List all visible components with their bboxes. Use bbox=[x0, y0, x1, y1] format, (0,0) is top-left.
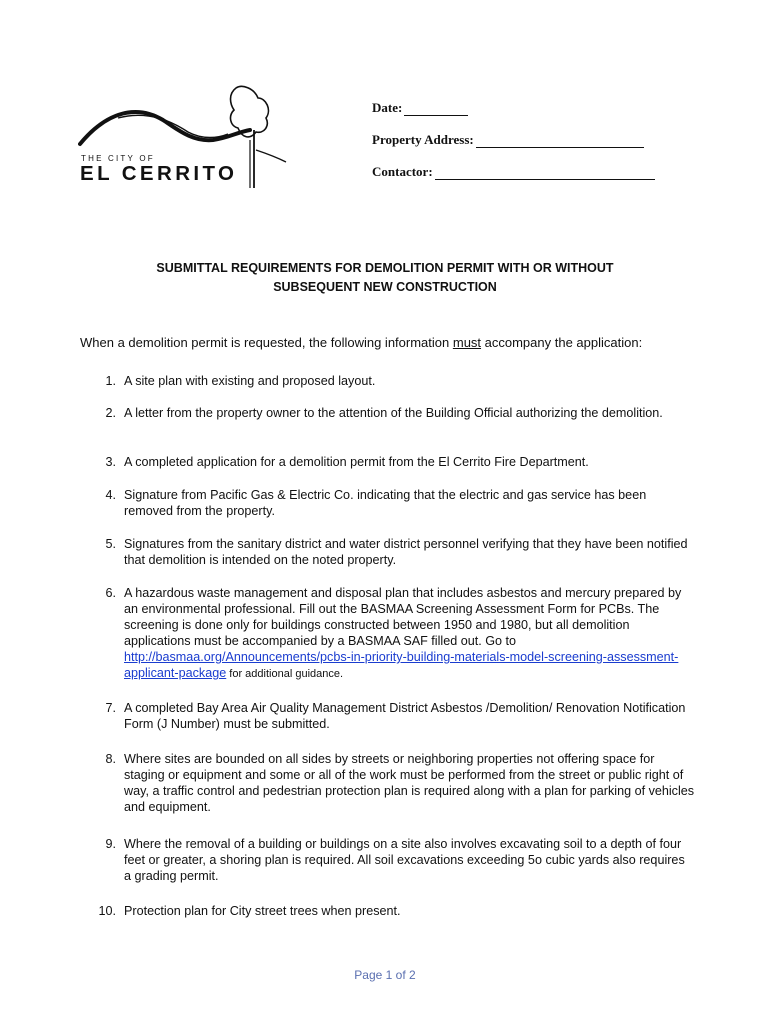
list-item bbox=[80, 487, 695, 519]
item-text: Signature from Pacific Gas & Electric Co. indicating that the electric and gas service has been removed from the property. bbox=[124, 488, 647, 518]
contactor-blank[interactable] bbox=[435, 167, 655, 180]
title-line-1: SUBMITTAL REQUIREMENTS FOR DEMOLITION PERMIT WITH OR WITHOUT bbox=[156, 261, 614, 275]
item-number: 8. bbox=[105, 752, 116, 766]
item-text bbox=[124, 585, 695, 682]
item-number: 5. bbox=[105, 537, 116, 551]
list-item bbox=[80, 700, 695, 732]
property-address-label: Property Address: bbox=[372, 132, 474, 147]
item-number: 2. bbox=[105, 406, 116, 420]
title-line-2: SUBSEQUENT NEW CONSTRUCTION bbox=[273, 280, 497, 294]
item-number: 3. bbox=[105, 455, 116, 469]
item-text: Signatures from the sanitary district and water district personnel verifying that they have been notified that demolition is intended on the noted property. bbox=[124, 537, 688, 567]
item-number: 7. bbox=[105, 701, 116, 715]
intro-emphasis: must bbox=[452, 335, 482, 350]
list-item bbox=[80, 373, 695, 389]
item-text: Where the removal of a building or buildings on a site also involves excavating soil to a depth of four feet or greater, a shoring plan is required. All soil excavations exceeding 5o cubic yards also requires a grading permit. bbox=[124, 837, 685, 883]
item-number: 9. bbox=[105, 837, 116, 851]
item-number: 4. bbox=[105, 488, 116, 502]
date-field[interactable] bbox=[372, 100, 468, 116]
date-blank[interactable] bbox=[404, 103, 468, 116]
list-item bbox=[80, 903, 695, 919]
basmaa-link[interactable]: http://basmaa.org/Announcements/pcbs-in-priority-building-materials-model-screening-assessment-applicant-package bbox=[124, 650, 679, 680]
list-item bbox=[80, 836, 695, 884]
item-6-text: A hazardous waste management and disposal plan that includes asbestos and mercury prepared by an environmental professional. Fill out the BASMAA Screening Assessment Form for PCBs. The screening is done only for buildings constructed between 1950 and 1980, but all demolition applications must be accompanied by a BASMAA SAF filled out. Go to bbox=[124, 586, 682, 648]
list-item bbox=[80, 405, 695, 421]
city-logo bbox=[78, 80, 290, 190]
logo-subtitle: THE CITY OF bbox=[81, 154, 155, 163]
property-address-blank[interactable] bbox=[476, 135, 644, 148]
item-text: A completed Bay Area Air Quality Management District Asbestos /Demolition/ Renovation Notification Form (J Number) must be submitted. bbox=[124, 701, 686, 731]
list-item bbox=[80, 585, 695, 682]
item-6-after: for additional guidance. bbox=[226, 668, 344, 680]
intro-before: When a demolition permit is requested, the following information bbox=[80, 335, 453, 350]
list-item bbox=[80, 454, 695, 470]
list-item bbox=[80, 536, 695, 568]
item-text: A completed application for a demolition permit from the El Cerrito Fire Department. bbox=[124, 455, 589, 469]
intro-after: accompany the application: bbox=[481, 335, 643, 350]
contactor-label: Contactor: bbox=[372, 164, 433, 179]
item-text: A site plan with existing and proposed layout. bbox=[124, 374, 376, 388]
property-address-field[interactable] bbox=[372, 132, 644, 148]
document-title bbox=[0, 259, 770, 297]
intro-paragraph bbox=[80, 335, 642, 350]
item-number: 10. bbox=[98, 904, 116, 918]
page-number: Page 1 of 2 bbox=[354, 968, 416, 982]
item-number: 1. bbox=[105, 374, 116, 388]
item-text: A letter from the property owner to the attention of the Building Official authorizing the demolition. bbox=[124, 406, 663, 420]
contactor-field[interactable] bbox=[372, 164, 655, 180]
logo-title: EL CERRITO bbox=[80, 162, 238, 185]
item-text: Protection plan for City street trees when present. bbox=[124, 904, 401, 918]
item-number: 6. bbox=[105, 586, 116, 600]
list-item bbox=[80, 751, 695, 815]
item-text: Where sites are bounded on all sides by streets or neighboring properties not offering space for staging or equipment and some or all of the work must be performed from the street or public right of way, a traffic control and pedestrian protection plan is required along with a plan for parking of vehicles and equipment. bbox=[124, 752, 695, 814]
date-label: Date: bbox=[372, 100, 403, 115]
